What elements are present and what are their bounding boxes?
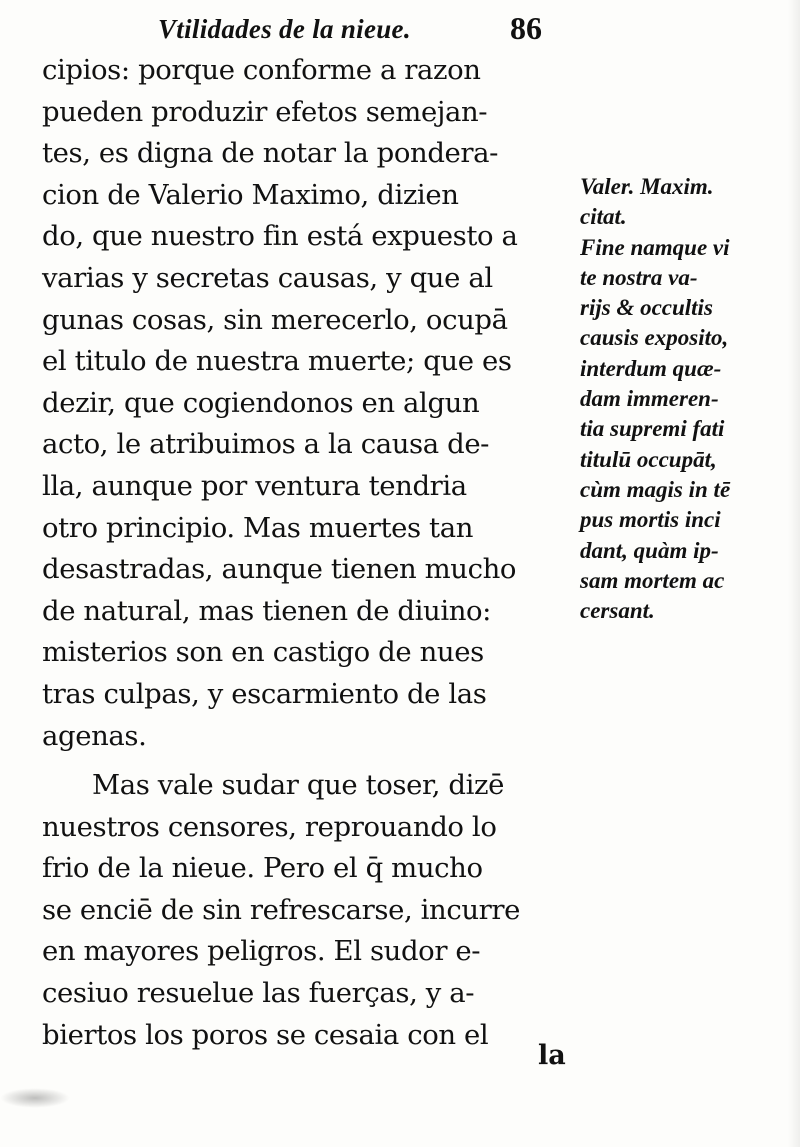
- text-line: agenas.: [42, 719, 147, 752]
- text-line: tras culpas, y escarmiento de las: [42, 677, 487, 710]
- marginal-note-line: citat.: [580, 204, 627, 230]
- paragraph-gap: [42, 757, 582, 765]
- text-line: misterios son en castigo de nues: [42, 636, 484, 669]
- marginal-note-line: titulū occupāt,: [580, 446, 717, 472]
- main-text-column: [42, 50, 582, 1056]
- text-line: cion de Valerio Maximo, dizien: [42, 178, 459, 211]
- text-line: lla, aunque por ventura tendria: [42, 469, 467, 502]
- text-line: tes, es digna de notar la pondera-: [42, 137, 499, 170]
- marginal-note-line: Fine namque vi: [580, 234, 730, 260]
- text-line: en mayores peligros. El sudor e-: [42, 935, 481, 968]
- marginal-note-line: interdum quæ-: [580, 355, 722, 381]
- marginal-note-line: causis exposito,: [580, 325, 729, 351]
- text-line: do, que nuestro fin está expuesto a: [42, 220, 518, 253]
- text-line: cipios: porque conforme a razon: [42, 54, 481, 86]
- text-line: nuestros censores, reprouando lo: [42, 810, 497, 843]
- marginal-note: [580, 172, 795, 626]
- page-edge-shadow: [788, 0, 800, 1147]
- marginal-note-line: dant, quàm ip-: [580, 537, 719, 563]
- text-line: pueden produzir efetos semejan-: [42, 95, 488, 128]
- ink-smudge: [0, 1088, 70, 1108]
- marginal-note-line: Valer. Maxim.: [580, 174, 714, 199]
- text-line: Mas vale sudar que toser, dizē: [92, 769, 504, 802]
- catchword: la: [538, 1040, 566, 1071]
- marginal-note-line: cùm magis in tē: [580, 476, 731, 502]
- text-line: cesiuo resuelue las fuerças, y a-: [42, 977, 475, 1010]
- marginal-note-line: dam immeren-: [580, 386, 719, 412]
- text-line: otro principio. Mas muertes tan: [42, 511, 474, 544]
- page-number: 86: [510, 10, 542, 46]
- text-line: acto, le atribuimos a la causa de-: [42, 428, 490, 461]
- marginal-note-line: pus mortis inci: [580, 507, 721, 533]
- text-line: gunas cosas, sin merecerlo, ocupā: [42, 303, 508, 336]
- text-line: se enciē de sin refrescarse, incurre: [42, 893, 521, 926]
- marginal-note-line: sam mortem ac: [580, 567, 725, 593]
- text-line: varias y secretas causas, y que al: [42, 261, 493, 294]
- text-line: dezir, que cogiendonos en algun: [42, 386, 480, 419]
- text-line: desastradas, aunque tienen mucho: [42, 553, 517, 586]
- marginal-note-line: te nostra va-: [580, 264, 698, 290]
- marginal-note-line: rijs & occultis: [580, 295, 713, 321]
- text-line: biertos los poros se cesaia con el: [42, 1018, 489, 1051]
- marginal-note-line: cersant.: [580, 598, 655, 624]
- text-line: frio de la nieue. Pero el q̄ mucho: [42, 852, 483, 885]
- running-head: [150, 10, 580, 50]
- text-line: de natural, mas tienen de diuino:: [42, 594, 492, 627]
- text-line: el titulo de nuestra muerte; que es: [42, 345, 512, 378]
- running-head-title: Vtilidades de la nieue.: [158, 14, 411, 44]
- marginal-note-line: tia supremi fati: [580, 416, 725, 442]
